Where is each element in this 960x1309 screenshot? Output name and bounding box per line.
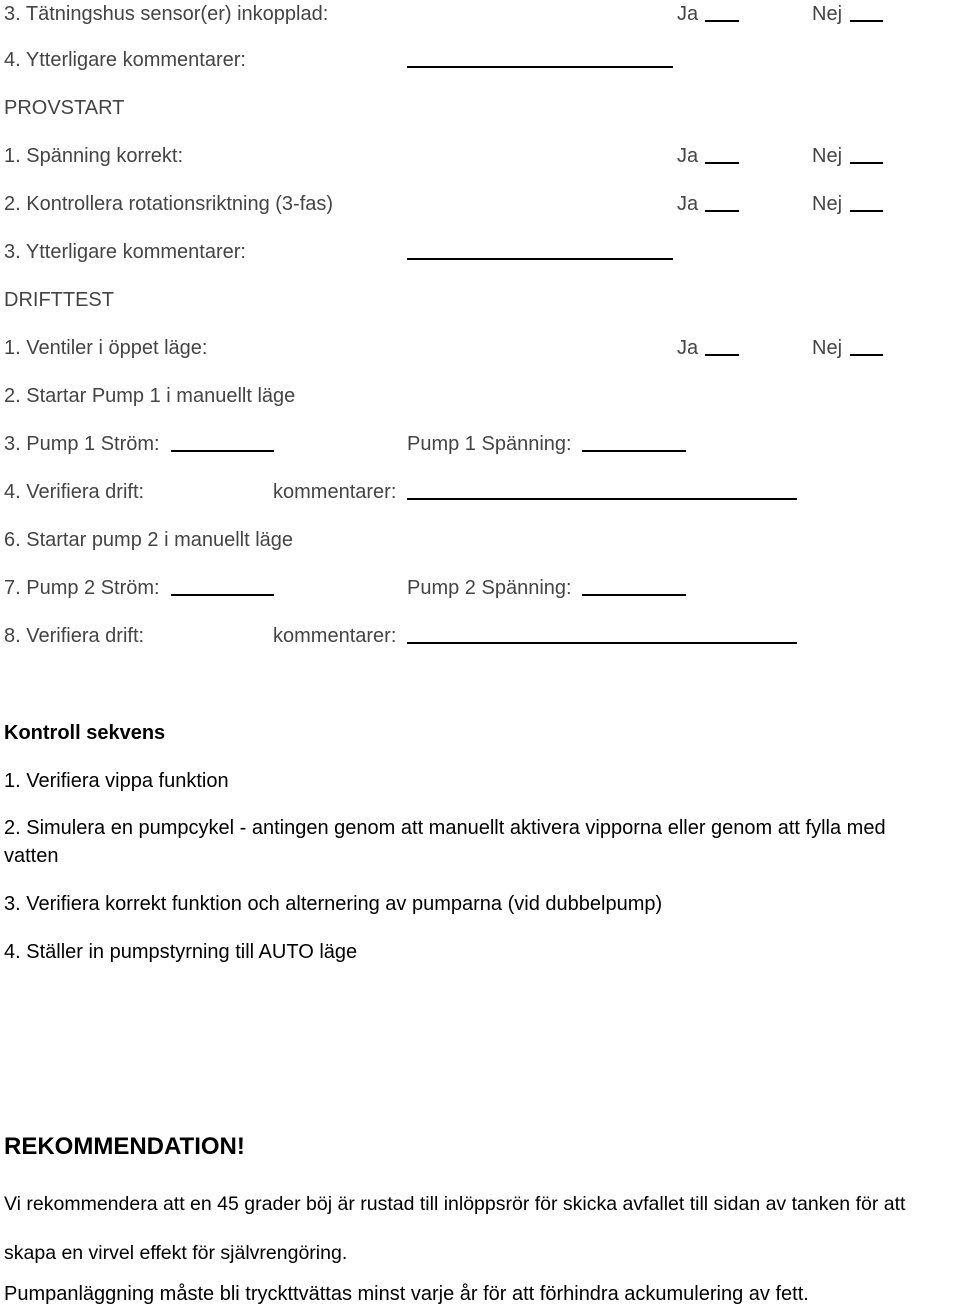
tatningshus-no-blank[interactable] xyxy=(850,20,883,22)
rotation-yes-blank[interactable] xyxy=(705,210,739,212)
verify1-label: 4. Verifiera drift: xyxy=(4,481,145,503)
rotation-label: 2. Kontrollera rotationsriktning (3-fas) xyxy=(4,193,334,215)
rotation-no-label: Nej xyxy=(812,193,843,215)
drifttest-heading: DRIFTTEST xyxy=(4,289,114,311)
provstart-heading: PROVSTART xyxy=(4,97,125,119)
start-pump2-label: 6. Startar pump 2 i manuellt läge xyxy=(4,529,294,551)
pump2-voltage-label: Pump 2 Spänning: xyxy=(407,577,572,599)
voltage-label: 1. Spänning korrekt: xyxy=(4,145,183,167)
kontroll-item-2: 2. Simulera en pumpcykel - antingen genom att manuellt aktivera vipporna eller genom att fylla med vatten xyxy=(4,817,886,867)
valves-yes-label: Ja xyxy=(677,337,699,359)
comments2-label: kommentarer: xyxy=(273,625,397,647)
tatningshus-yes-blank[interactable] xyxy=(705,20,739,22)
voltage-no-blank[interactable] xyxy=(850,162,883,164)
valves-no-blank[interactable] xyxy=(850,354,883,356)
rekommendation-paragraph-2: Pumpanläggning måste bli tryckttvättas minst varje år för att förhindra ackumulering av fett. xyxy=(4,1283,809,1305)
comments1-blank[interactable] xyxy=(407,498,797,500)
pump2-current-blank[interactable] xyxy=(171,594,274,596)
kontroll-item-1: 1. Verifiera vippa funktion xyxy=(4,770,229,792)
kontroll-item-4: 4. Ställer in pumpstyrning till AUTO läge xyxy=(4,941,358,963)
kontroll-heading: Kontroll sekvens xyxy=(4,722,166,744)
tatningshus-label: 3. Tätningshus sensor(er) inkopplad: xyxy=(4,3,329,25)
provstart-comments-label: 3. Ytterligare kommentarer: xyxy=(4,241,246,263)
rekommendation-heading: REKOMMENDATION! xyxy=(4,1133,245,1160)
comments2-blank[interactable] xyxy=(407,642,797,644)
voltage-yes-blank[interactable] xyxy=(705,162,739,164)
pump1-voltage-blank[interactable] xyxy=(582,450,686,452)
verify2-label: 8. Verifiera drift: xyxy=(4,625,145,647)
voltage-yes-label: Ja xyxy=(677,145,699,167)
tatningshus-yes-label: Ja xyxy=(677,3,699,25)
valves-yes-blank[interactable] xyxy=(705,354,739,356)
valves-label: 1. Ventiler i öppet läge: xyxy=(4,337,208,359)
comments-1-blank[interactable] xyxy=(407,66,673,68)
rotation-no-blank[interactable] xyxy=(850,210,883,212)
pump1-current-blank[interactable] xyxy=(171,450,274,452)
start-pump1-label: 2. Startar Pump 1 i manuellt läge xyxy=(4,385,296,407)
pump1-current-label: 3. Pump 1 Ström: xyxy=(4,433,160,455)
pump1-voltage-label: Pump 1 Spänning: xyxy=(407,433,572,455)
tatningshus-no-label: Nej xyxy=(812,3,843,25)
pump2-current-label: 7. Pump 2 Ström: xyxy=(4,577,160,599)
pump2-voltage-blank[interactable] xyxy=(582,594,686,596)
valves-no-label: Nej xyxy=(812,337,843,359)
comments-1-label: 4. Ytterligare kommentarer: xyxy=(4,49,246,71)
provstart-comments-blank[interactable] xyxy=(407,258,673,260)
kontroll-item-3: 3. Verifiera korrekt funktion och alternering av pumparna (vid dubbelpump) xyxy=(4,893,663,915)
comments1-label: kommentarer: xyxy=(273,481,397,503)
rekommendation-paragraph-1: Vi rekommendera att en 45 grader böj är rustad till inlöppsrör för skicka avfallet till sidan av tanken för att skapa en virvel effekt för självrengöring. xyxy=(4,1193,906,1264)
voltage-no-label: Nej xyxy=(812,145,843,167)
rotation-yes-label: Ja xyxy=(677,193,699,215)
